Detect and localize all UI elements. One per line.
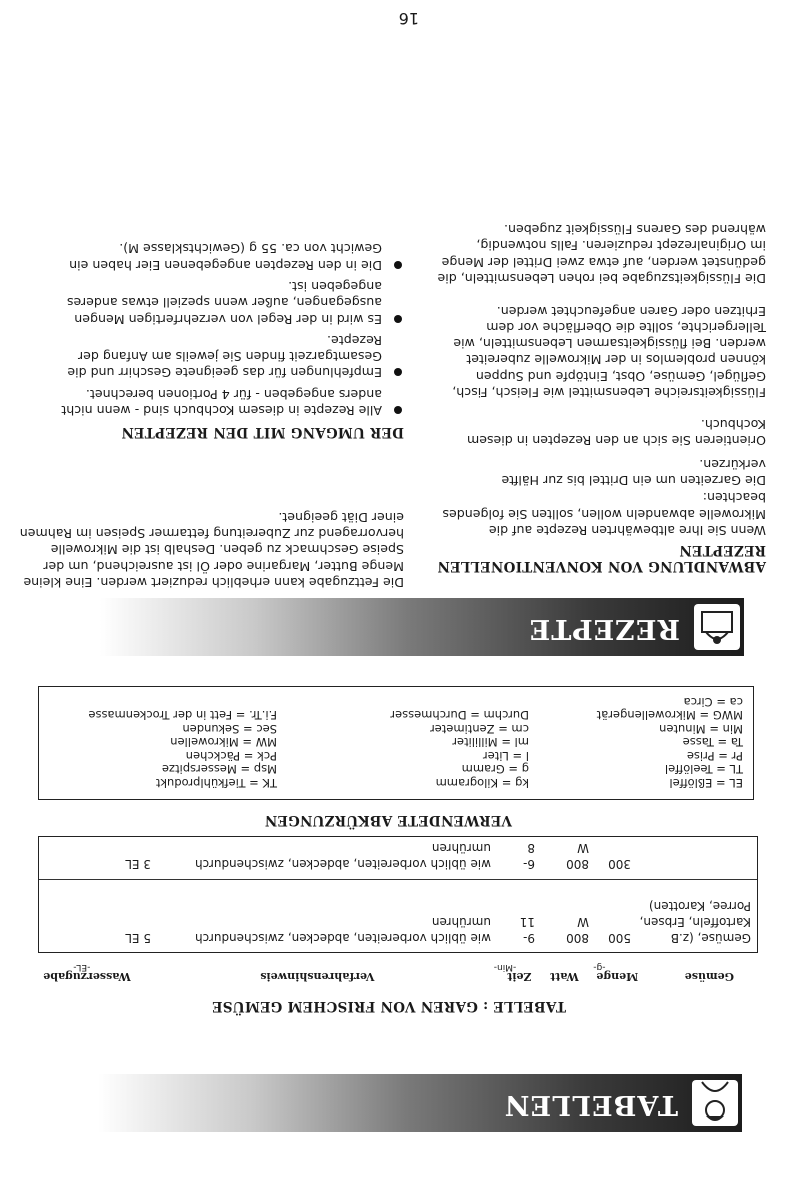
list-item: Alle Rezepte in diesem Kochbuch sind - wenn nicht anders angegeben - für 4 Portionen berechnet. xyxy=(19,385,404,418)
cook-illustration-icon xyxy=(694,604,740,650)
column-header-gemuese: Gemüse xyxy=(684,970,734,983)
column-unit-watt: -g- xyxy=(593,962,606,972)
abbreviations-title: VERWENDETE ABKÜRZUNGEN xyxy=(264,812,512,828)
abwandlung-point-1: Die Garzeiten um ein Drittel bis zur Hälfte verkürzen. xyxy=(501,456,766,488)
abwandlung-heading-line: REZEPTEN xyxy=(679,542,766,558)
abbreviation: Pck = Päckchen xyxy=(185,749,277,763)
column-header-watt: Watt xyxy=(550,970,579,983)
cell-wasser: 3 EL xyxy=(125,857,151,871)
abwandlung-point-3: Flüssigkeitsreiche Lebensmittel wie Fleisch, Fisch, Geflügel, Gemüse, Obst, Eintöpfe und Suppen können problemlos in der Mikrowelle zubereitet werden. Bei flüssigkeitsarmen Lebensmitteln, wie Tellergerichte, sollte die Oberfläche vor dem Erhitzen oder Garen angefeuchtet werden. xyxy=(452,303,766,400)
cell-watt: 800 W xyxy=(566,915,589,945)
rezepte-banner xyxy=(44,598,744,656)
abbreviation: MWG = Mikrowellengerät xyxy=(596,708,743,723)
fettzugabe-paragraph: Die Fettzugabe kann erheblich reduziert werden. Eine kleine Menge Butter, Margarine oder Öl ist ausreichend, um der Speise Geschmack zu geben. Deshalb ist die Mikrowelle hervorragend zur Zubereitung fettarmer Speisen im Rahmen einer Diät geeignet. xyxy=(19,509,404,590)
abbreviations-column-2 xyxy=(390,708,529,789)
cell-menge: 300 xyxy=(608,857,631,871)
abbreviation: Ta = Tasse xyxy=(682,735,743,750)
abbreviation: Pr = Prise xyxy=(686,749,743,763)
abbreviation: l = Liter xyxy=(482,749,529,763)
abbreviation: Durchm = Durchmesser xyxy=(390,708,529,723)
abbreviation: cm = Zentimeter xyxy=(429,722,529,736)
abbreviation: Sec = Sekunden xyxy=(182,722,277,736)
column-header-wasser: Wasserzugabe xyxy=(43,970,131,983)
abwandlung-heading xyxy=(426,542,766,574)
abbreviations-box xyxy=(38,686,754,800)
umgang-list xyxy=(19,235,404,418)
abwandlung-point-2: Orientieren Sie sich an den Rezepten in diesem Kochbuch. xyxy=(466,416,766,448)
tabellen-banner xyxy=(42,1074,742,1132)
list-item: Es wird in der Regel von verzehrfertigen Mengen ausgegangen, außer wenn speziell etwas anderes angegeben ist. xyxy=(19,278,404,327)
abbreviation: MW = Mikrowellen xyxy=(170,735,277,750)
column-header-zeit: Zeit xyxy=(507,970,532,983)
cooking-table xyxy=(38,841,758,983)
page-number: 16 xyxy=(398,9,419,28)
abbreviation: TL = Teelöffel xyxy=(664,762,743,777)
cell-verfahren: wie üblich vorbereiten, abdecken, zwischendurch umrühren xyxy=(194,915,491,945)
abbreviation: Msp = Messerspitze xyxy=(161,762,277,777)
abbreviation: ml = Milliliter xyxy=(452,735,529,750)
chef-illustration-icon xyxy=(692,1080,738,1126)
cell-zeit: 9-11 xyxy=(519,915,535,945)
abbreviations-column-3 xyxy=(88,708,277,789)
section-title-tabellen: TABELLEN xyxy=(503,1089,678,1120)
abwandlung-point-4: Die Flüssigkeitszugabe bei rohen Lebensmitteln, die gedünstet werden, auf etwa zwei Drittel der Menge im Originalrezept reduzieren. Falls notwendig, während des Garens Flüssigkeit zugeben. xyxy=(437,222,766,286)
row-divider xyxy=(39,879,757,880)
abbreviation: F.i.Tr. = Fett in der Trockenmasse xyxy=(88,708,277,723)
umgang-heading: DER UMGANG MIT DEN REZEPTEN xyxy=(121,424,404,440)
cell-verfahren: wie üblich vorbereiten, abdecken, zwischendurch umrühren xyxy=(194,841,491,871)
abbreviation: ca = Circa xyxy=(683,695,743,709)
abwandlung-intro: Wenn Sie Ihre altbewährten Rezepte auf die Mikrowelle abwandeln wollen, sollten Sie folgendes beachten: xyxy=(442,490,766,538)
table-border xyxy=(38,836,758,953)
table-title: TABELLE : GAREN VON FRISCHEM GEMÜSE xyxy=(211,998,566,1014)
cell-watt: 800 W xyxy=(566,841,589,871)
column-unit-zeit: -Min- xyxy=(493,962,517,972)
abbreviation: kg = Kilogramm xyxy=(435,776,529,790)
list-item: Die in den Rezepten angegebenen Eier haben ein Gewicht von ca. 55 g (Gewichtsklasse M). xyxy=(19,240,404,273)
column-unit-wasser: -EL- xyxy=(73,962,91,972)
cell-zeit: 6-8 xyxy=(523,841,535,871)
abbreviation: EL = Eßlöffel xyxy=(669,776,743,790)
abbreviation: TK = Tiefkühlprodukt xyxy=(155,776,277,790)
column-header-verfahren: Verfahrenshinweis xyxy=(260,970,375,983)
abbreviation: g = Gramm xyxy=(461,762,529,777)
abbreviation: Min = Minuten xyxy=(659,722,743,736)
section-title-rezepte: REZEPTE xyxy=(528,613,680,644)
column-header-menge: Menge xyxy=(596,970,639,983)
cell-gemuese: Gemüse, (z.B Kartoffeln, Erbsen, Porree, Karotten) xyxy=(639,899,751,945)
cell-menge: 500 xyxy=(608,931,631,945)
cell-wasser: 5 EL xyxy=(125,931,151,945)
abwandlung-heading-line: ABWANDLUNG VON KONVENTIONELLEN xyxy=(437,558,766,574)
abbreviations-column-1 xyxy=(597,695,743,790)
list-item: Empfehlungen für das geeignete Geschirr und die Gesamtgarzeit finden Sie jeweils am Anfang der Rezepte. xyxy=(19,332,404,381)
